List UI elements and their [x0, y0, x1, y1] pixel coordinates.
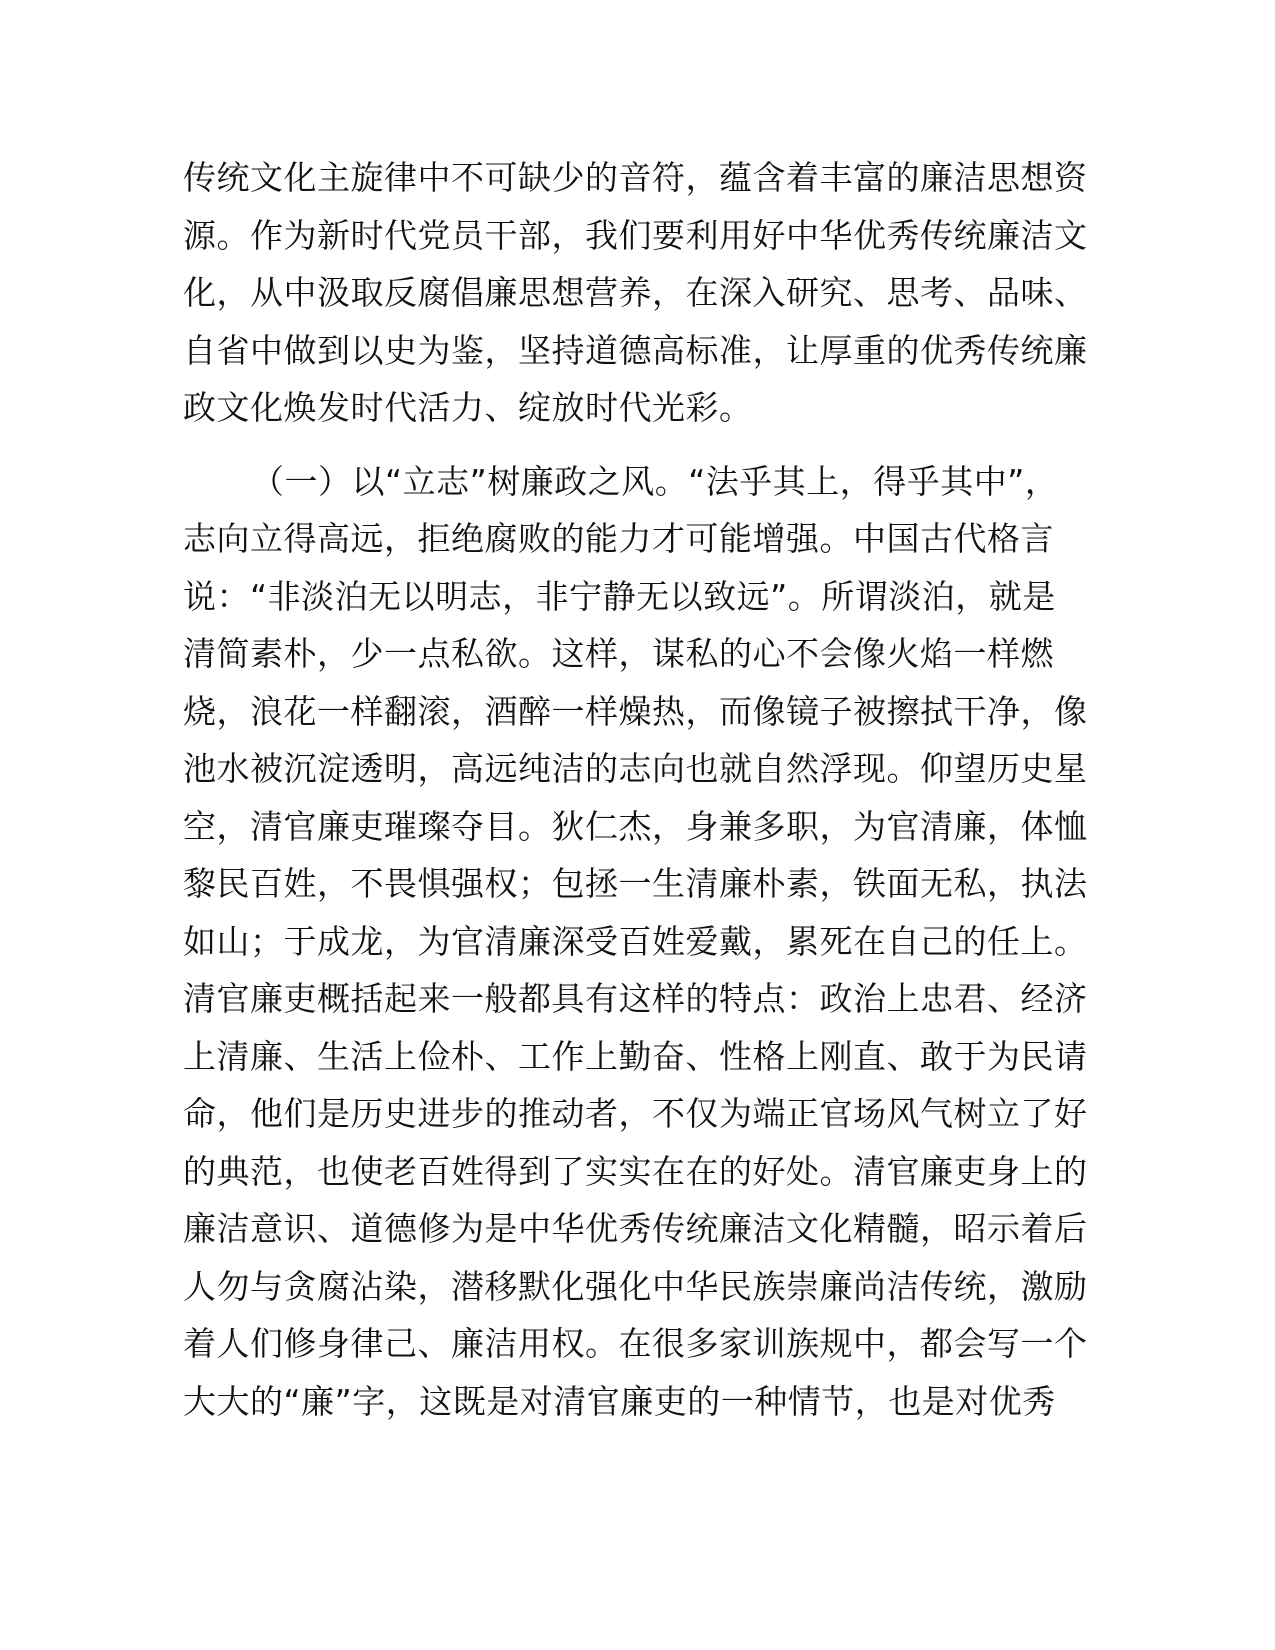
document-body — [183, 149, 1088, 1430]
text-line: 源。作为新时代党员干部，我们要利用好中华优秀传统廉洁文 — [183, 215, 1088, 255]
text-line: 化，从中汲取反腐倡廉思想营养，在深入研究、思考、品味、 — [183, 273, 1088, 312]
text-line: 如山；于成龙，为官清廉深受百姓爱戴，累死在自己的任上。 — [183, 921, 1088, 961]
text-line: 志向立得高远，拒绝腐败的能力才可能增强。中国古代格言 — [183, 519, 1054, 558]
text-line: 自省中做到以史为鉴，坚持道德高标准，让厚重的优秀传统廉 — [183, 330, 1088, 370]
paragraph-2 — [183, 453, 1088, 1431]
text-line: 说：“非淡泊无以明志，非宁静无以致远”。所谓淡泊，就是 — [183, 576, 1056, 616]
text-line: 黎民百姓，不畏惧强权；包拯一生清廉朴素，铁面无私，执法 — [183, 864, 1088, 903]
text-line: 着人们修身律己、廉洁用权。在很多家训族规中，都会写一个 — [183, 1324, 1088, 1363]
text-line: 廉洁意识、道德修为是中华优秀传统廉洁文化精髓，昭示着后 — [183, 1209, 1088, 1248]
paragraph-1 — [183, 149, 1088, 437]
text-line: 清官廉吏概括起来一般都具有这样的特点：政治上忠君、经济 — [183, 979, 1088, 1018]
text-line: 上清廉、生活上俭朴、工作上勤奋、性格上刚直、敢于为民请 — [183, 1036, 1088, 1076]
text-line: 池水被沉淀透明，高远纯洁的志向也就自然浮现。仰望历史星 — [183, 749, 1088, 788]
text-line: （一）以“立志”树廉政之风。“法乎其上，得乎其中”， — [251, 461, 1059, 501]
text-line: 人勿与贪腐沾染，潜移默化强化中华民族崇廉尚洁传统，激励 — [183, 1266, 1088, 1306]
text-line: 空，清官廉吏璀璨夺目。狄仁杰，身兼多职，为官清廉，体恤 — [183, 806, 1088, 846]
text-line: 的典范，也使老百姓得到了实实在在的好处。清官廉吏身上的 — [183, 1151, 1088, 1191]
text-line: 烧，浪花一样翻滚，酒醉一样燥热，而像镜子被擦拭干净，像 — [183, 691, 1088, 731]
text-line: 命，他们是历史进步的推动者，不仅为端正官场风气树立了好 — [183, 1094, 1088, 1133]
text-line: 传统文化主旋律中不可缺少的音符，蕴含着丰富的廉洁思想资 — [183, 158, 1088, 197]
text-line: 政文化焕发时代活力、绽放时代光彩。 — [183, 388, 753, 427]
text-line: 大大的“廉”字，这既是对清官廉吏的一种情节，也是对优秀 — [183, 1381, 1056, 1421]
text-line: 清简素朴，少一点私欲。这样，谋私的心不会像火焰一样燃 — [183, 634, 1054, 673]
